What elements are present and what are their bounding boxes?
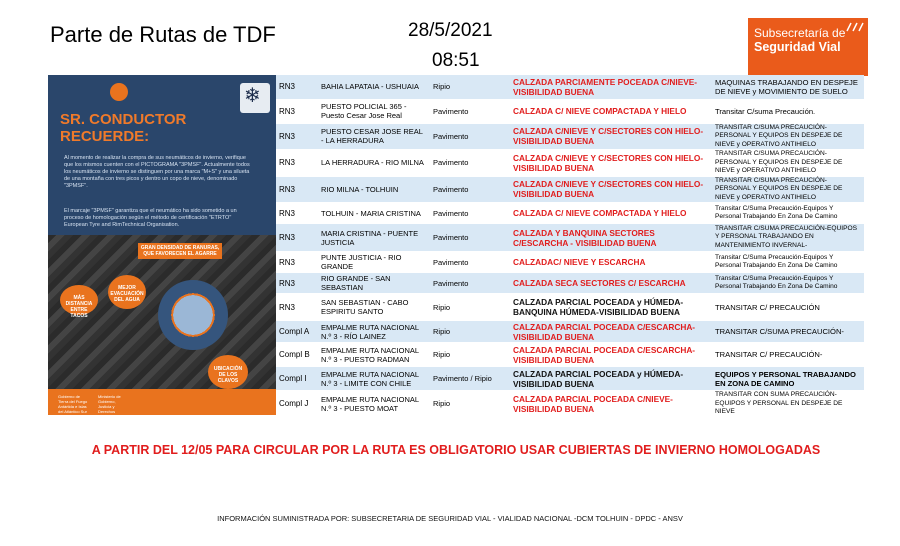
tag-studs: UBICACIÓN DE LOS CLAVOS bbox=[208, 355, 248, 389]
route-section: BAHIA LAPATAIA - USHUAIA bbox=[318, 75, 430, 99]
route-surface: Ripio bbox=[430, 321, 510, 343]
route-precaution: TRANSITAR C/SUMA PRECAUCIÓN- bbox=[712, 321, 864, 343]
poster-badge-icon bbox=[110, 83, 128, 101]
table-row bbox=[276, 203, 864, 224]
route-surface: Pavimento bbox=[430, 150, 510, 177]
route-surface: Pavimento bbox=[430, 99, 510, 123]
route-section: RIO MILNA - TOLHUIN bbox=[318, 176, 430, 203]
route-section: LA HERRADURA - RIO MILNA bbox=[318, 150, 430, 177]
route-condition: CALZADA C/ NIEVE COMPACTADA Y HIELO bbox=[510, 99, 712, 123]
table-row bbox=[276, 321, 864, 343]
route-condition: CALZADA Y BANQUINA SECTORES C/ESCARCHA - VISIBILIDAD BUENA bbox=[510, 224, 712, 252]
route-code: RN3 bbox=[276, 294, 318, 321]
table-row bbox=[276, 367, 864, 391]
table-row bbox=[276, 99, 864, 123]
winter-tire-poster bbox=[48, 75, 276, 419]
route-precaution: TRANSITAR C/ PRECAUCIÓN- bbox=[712, 343, 864, 367]
table-row bbox=[276, 176, 864, 203]
route-condition: CALZADA PARCIAL POCEADA C/ESCARCHA-VISIBILIDAD BUENA bbox=[510, 321, 712, 343]
route-condition: CALZADA C/NIEVE Y C/SECTORES CON HIELO-VISIBILIDAD BUENA bbox=[510, 150, 712, 177]
page-title: Parte de Rutas de TDF bbox=[50, 22, 276, 47]
route-condition: CALZADA PARCIAL POCEADA C/NIEVE-VISIBILIDAD BUENA bbox=[510, 391, 712, 418]
table-row bbox=[276, 391, 864, 418]
route-precaution: TRANSITAR C/SUMA PRECAUCIÓN-EQUIPOS Y PERSONAL TRABAJANDO EN MANTENIMIENTO INVERNAL- bbox=[712, 224, 864, 252]
report-time: 08:51 bbox=[432, 50, 480, 71]
route-code: Compl J bbox=[276, 391, 318, 418]
route-condition: CALZADAC/ NIEVE Y ESCARCHA bbox=[510, 252, 712, 273]
table-row bbox=[276, 343, 864, 367]
poster-heading: SR. CONDUCTOR RECUERDE: bbox=[60, 111, 187, 145]
logo-line-1: Subsecretaría de bbox=[754, 26, 846, 40]
route-condition: CALZADA PARCIAMENTE POCEADA C/NIEVE-VISIBILIDAD BUENA bbox=[510, 75, 712, 99]
route-surface: Ripio bbox=[430, 294, 510, 321]
subsecretaria-logo bbox=[748, 18, 868, 76]
route-surface: Pavimento bbox=[430, 123, 510, 150]
route-section: MARIA CRISTINA - PUENTE JUSTICIA bbox=[318, 224, 430, 252]
route-code: RN3 bbox=[276, 75, 318, 99]
winter-tire-warning: A PARTIR DEL 12/05 PARA CIRCULAR POR LA RUTA ES OBLIGATORIO USAR CUBIERTAS DE INVIERNO HOMOLOGADAS bbox=[91, 443, 821, 457]
route-code: RN3 bbox=[276, 224, 318, 252]
route-code: RN3 bbox=[276, 176, 318, 203]
route-precaution: TRANSITAR C/SUMA PRECAUCIÓN-PERSONAL Y EQUIPOS EN DESPEJE DE NIEVE y OPERATIVO ANTIHIELO bbox=[712, 123, 864, 150]
route-code: RN3 bbox=[276, 252, 318, 273]
tag-water: MEJOR EVACUACIÓN DEL AGUA bbox=[108, 275, 146, 309]
snowflake-icon: ❄ bbox=[244, 85, 261, 107]
route-precaution: TRANSITAR C/SUMA PRECAUCIÓN-PERSONAL Y EQUIPOS EN DESPEJE DE NIEVE y OPERATIVO ANTIHIELO bbox=[712, 176, 864, 203]
route-code: RN3 bbox=[276, 123, 318, 150]
route-code: Compl B bbox=[276, 343, 318, 367]
poster-text-1: Al momento de realizar la compra de sus neumáticos de invierno, verifique que los mismos cuenten con el PICTOGRAMA "3PMSF". Actualmente todos los neumáticos de invierno se distinguen por una marca "M+S" y una silueta de una montaña con tres picos y dentro un copo de nieve, denominado "3PMSF". bbox=[64, 155, 250, 189]
route-section: TOLHUIN - MARIA CRISTINA bbox=[318, 203, 430, 224]
poster-footer-left: Gobierno de Tierra del Fuego Antártida e Islas del Atlántico Sur bbox=[58, 394, 88, 414]
route-precaution: EQUIPOS Y PERSONAL TRABAJANDO EN ZONA DE CAMINO bbox=[712, 367, 864, 391]
route-surface: Ripio bbox=[430, 75, 510, 99]
poster-footer-right: Ministerio de Gobierno, Justicia y Derechos Humanos bbox=[98, 394, 121, 419]
route-section: EMPALME RUTA NACIONAL N.º 3 - PUESTO MOAT bbox=[318, 391, 430, 418]
route-code: RN3 bbox=[276, 150, 318, 177]
source-footer: INFORMACIÓN SUMINISTRADA POR: SUBSECRETARIA DE SEGURIDAD VIAL - VIALIDAD NACIONAL -DCM TOLHUIN - DPDC - ANSV bbox=[217, 514, 683, 523]
table-row bbox=[276, 294, 864, 321]
route-surface: Pavimento bbox=[430, 224, 510, 252]
route-surface: Pavimento / Ripio bbox=[430, 367, 510, 391]
route-precaution: Transitar C/Suma Precaución-Equipos Y Personal Trabajando En Zona De Camino bbox=[712, 252, 864, 273]
table-row bbox=[276, 75, 864, 99]
route-precaution: Transitar C/suma Precaución. bbox=[712, 99, 864, 123]
table-row bbox=[276, 273, 864, 294]
route-code: RN3 bbox=[276, 273, 318, 294]
route-surface: Pavimento bbox=[430, 273, 510, 294]
route-condition: CALZADA SECA SECTORES C/ ESCARCHA bbox=[510, 273, 712, 294]
route-surface: Pavimento bbox=[430, 252, 510, 273]
route-precaution: MAQUINAS TRABAJANDO EN DESPEJE DE NIEVE y MOVIMIENTO DE SUELO bbox=[712, 75, 864, 99]
route-condition: CALZADA C/NIEVE Y C/SECTORES CON HIELO-VISIBILIDAD BUENA bbox=[510, 176, 712, 203]
route-section: EMPALME RUTA NACIONAL N.º 3 - RÍO LAINEZ bbox=[318, 321, 430, 343]
report-date: 28/5/2021 bbox=[408, 20, 493, 41]
route-section: PUNTE JUSTICIA - RIO GRANDE bbox=[318, 252, 430, 273]
logo-line-2: Seguridad Vial bbox=[754, 40, 841, 54]
3pmsf-symbol bbox=[240, 83, 270, 113]
route-precaution: Transitar C/Suma Precaución-Equipos Y Personal Trabajando En Zona De Camino bbox=[712, 203, 864, 224]
route-section: PUESTO CESAR JOSE REAL - LA HERRADURA bbox=[318, 123, 430, 150]
route-precaution: TRANSITAR C/ PRECAUCIÓN bbox=[712, 294, 864, 321]
poster-text-2: El marcaje "3PMSF" garantiza que el neumático ha sido sometido a un proceso de homologación según el método de certificación "ETRTO" European Tyre and RimTechnical Organisation. bbox=[64, 208, 237, 228]
route-condition: CALZADA PARCIAL POCEADA y HÚMEDA-BANQUINA HÚMEDA-VISIBILIDAD BUENA bbox=[510, 294, 712, 321]
route-condition: CALZADA C/ NIEVE COMPACTADA Y HIELO bbox=[510, 203, 712, 224]
route-code: RN3 bbox=[276, 203, 318, 224]
tag-distance: MÁS DISTANCIA ENTRE TACOS bbox=[60, 285, 98, 315]
route-section: RIO GRANDE - SAN SEBASTIAN bbox=[318, 273, 430, 294]
route-section: PUESTO POLICIAL 365 - Puesto Cesar Jose Real bbox=[318, 99, 430, 123]
table-row bbox=[276, 150, 864, 177]
route-precaution: TRANSITAR C/SUMA PRECAUCIÓN-PERSONAL Y EQUIPOS EN DESPEJE DE NIEVE y OPERATIVO ANTIHIELO bbox=[712, 150, 864, 177]
route-surface: Pavimento bbox=[430, 176, 510, 203]
table-row bbox=[276, 123, 864, 150]
table-row bbox=[276, 252, 864, 273]
route-section: EMPALME RUTA NACIONAL N.º 3 - LIMITE CON CHILE bbox=[318, 367, 430, 391]
route-section: SAN SEBASTIAN - CABO ESPIRITU SANTO bbox=[318, 294, 430, 321]
route-surface: Ripio bbox=[430, 343, 510, 367]
route-code: RN3 bbox=[276, 99, 318, 123]
logo-stripes-icon bbox=[846, 22, 864, 32]
table-row bbox=[276, 224, 864, 252]
route-surface: Ripio bbox=[430, 391, 510, 418]
route-precaution: Transitar C/Suma Precaución-Equipos Y Personal Trabajando En Zona De Camino bbox=[712, 273, 864, 294]
route-condition: CALZADA PARCIAL POCEADA y HÚMEDA-VISIBILIDAD BUENA bbox=[510, 367, 712, 391]
routes-table bbox=[276, 75, 864, 418]
tread-zoom-circle bbox=[158, 280, 228, 350]
route-condition: CALZADA C/NIEVE Y C/SECTORES CON HIELO-VISIBILIDAD BUENA bbox=[510, 123, 712, 150]
tag-grooves: GRAN DENSIDAD DE RANURAS, QUE FAVORECEN EL AGARRE bbox=[138, 243, 222, 259]
route-code: Compl A bbox=[276, 321, 318, 343]
route-surface: Pavimento bbox=[430, 203, 510, 224]
poster-footer bbox=[48, 389, 276, 419]
route-condition: CALZADA PARCIAL POCEADA C/ESCARCHA-VISIBILIDAD BUENA bbox=[510, 343, 712, 367]
route-precaution: TRANSITAR CON SUMA PRECAUCIÓN-EQUIPOS Y PERSONAL EN DESPEJE DE NIEVE bbox=[712, 391, 864, 418]
route-code: Compl I bbox=[276, 367, 318, 391]
route-section: EMPALME RUTA NACIONAL N.º 3 - PUESTO RADMAN bbox=[318, 343, 430, 367]
